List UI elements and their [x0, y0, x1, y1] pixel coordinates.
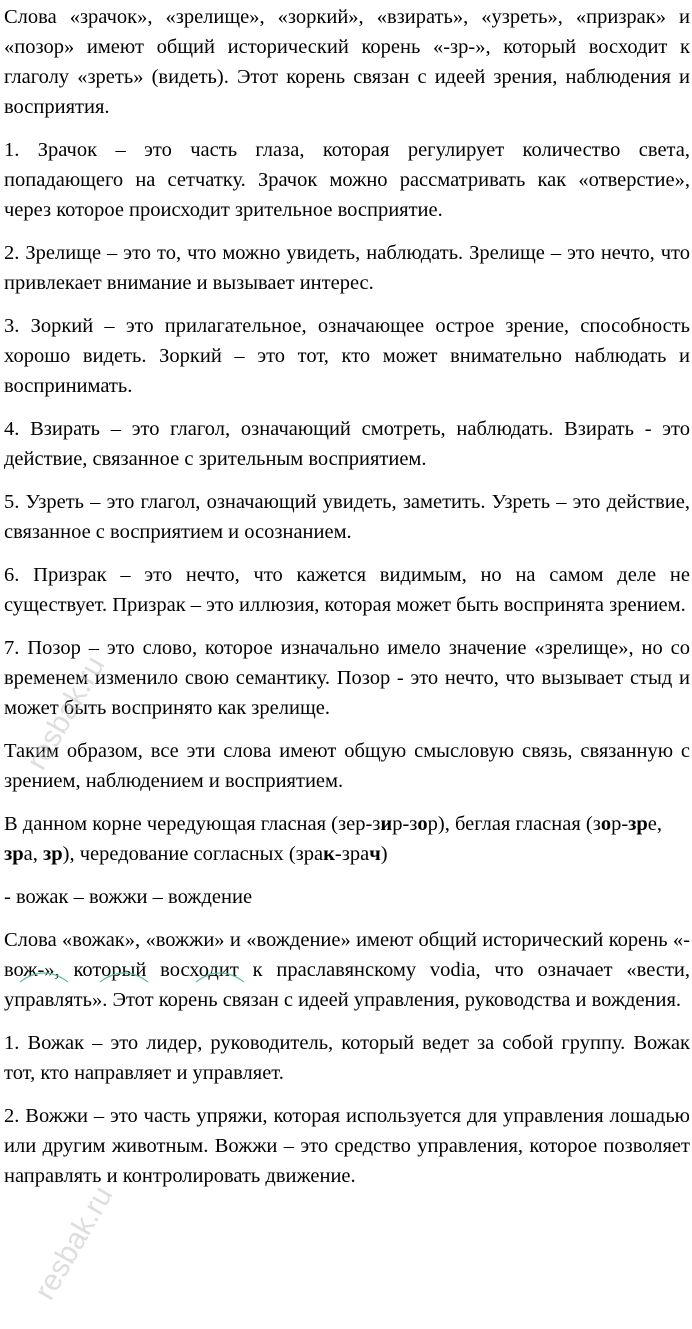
alternation-text: ), чередование согласных (зра: [62, 843, 324, 865]
alternation-bold: зр: [43, 843, 63, 865]
alternation-text: р-: [611, 813, 629, 835]
alternation-bold: к: [323, 843, 335, 865]
alternation-bold: о: [417, 813, 428, 835]
paragraph-item-zorkiy: 3. Зоркий – это прилагательное, означающее острое зрение, способность хорошо видеть. Зоркий – это тот, кто может внимательно наблюдать и воспринимать.: [4, 315, 690, 397]
alternation-text: р), беглая гласная (з: [427, 813, 601, 835]
paragraph-conclusion: Таким образом, все эти слова имеют общую смысловую связь, связанную с зрением, наблюдением и восприятием.: [4, 740, 690, 792]
paragraph-item-vzirat: 4. Взирать – это глагол, означающий смотреть, наблюдать. Взирать - это действие, связанное с зрительным восприятием.: [4, 418, 690, 470]
watermark: resbak.ru: [20, 650, 112, 776]
alternation-text: В данном корне чередующая гласная (зер-з: [4, 813, 381, 835]
paragraph-item-zrachok: 1. Зрачок – это часть глаза, которая регулирует количество света, попадающего на сетчатку. Зрачок можно рассматривать как «отверстие», через которое происходит зрительное восприятие.: [4, 139, 690, 221]
paragraph-item-uzret: 5. Узреть – это глагол, означающий увидеть, заметить. Узреть – это действие, связанное с восприятием и осознанием.: [4, 491, 690, 543]
alternation-text: ): [380, 843, 388, 865]
word-chain: - вожак – вожжи – вождение: [4, 886, 253, 908]
paragraph-item-zrelishche: 2. Зрелище – это то, что можно увидеть, наблюдать. Зрелище – это нечто, что привлекает внимание и вызывает интерес.: [4, 242, 690, 294]
alternation-bold: ч: [369, 843, 381, 865]
paragraph-vozh-intro: Слова «вожак», «вожжи» и «вождение» имеют общий исторический корень «-вож-», который восходит к праславянскому vodia, что означает «вести, управлять». Этот корень связан с идеей управления, руководства и вождения.: [4, 929, 690, 1011]
alternation-bold: о: [600, 813, 612, 835]
alternation-bold: зр: [628, 813, 648, 835]
alternation-text: -зра: [334, 843, 370, 865]
alternation-text: р-з: [392, 813, 418, 835]
paragraph-item-pozor: 7. Позор – это слово, которое изначально имело значение «зрелище», но со временем изменило свою семантику. Позор - это нечто, что вызывает стыд и может быть воспринято как зрелище.: [4, 637, 690, 719]
alternation-text: е,: [647, 813, 663, 835]
paragraph-item-vozhak: 1. Вожак – это лидер, руководитель, который ведет за собой группу. Вожак тот, кто направляет и управляет.: [4, 1032, 690, 1084]
alternation-bold: и: [380, 813, 393, 835]
paragraph-intro: Слова «зрачок», «зрелище», «зоркий», «взирать», «узреть», «призрак» и «позор» имеют общий исторический корень «-зр-», который восходит к глаголу «зреть» (видеть). Этот корень связан с идеей зрения, наблюдения и восприятия.: [4, 6, 690, 118]
alternation-bold: зр: [4, 843, 24, 865]
paragraph-alternation: [4, 809, 690, 869]
alternation-text: а,: [23, 843, 43, 865]
paragraph-item-vozhzhi: 2. Вожжи – это часть упряжи, которая используется для управления лошадью или другим животным. Вожжи – это средство управления, которое позволяет направлять и контролировать движение.: [4, 1105, 690, 1187]
document-page: [4, 2, 690, 1204]
paragraph-item-prizrak: 6. Призрак – это нечто, что кажется видимым, но на самом деле не существует. Призрак – это иллюзия, которая может быть воспринята зрением.: [4, 564, 690, 616]
watermark: resbak.ru: [28, 1180, 120, 1306]
